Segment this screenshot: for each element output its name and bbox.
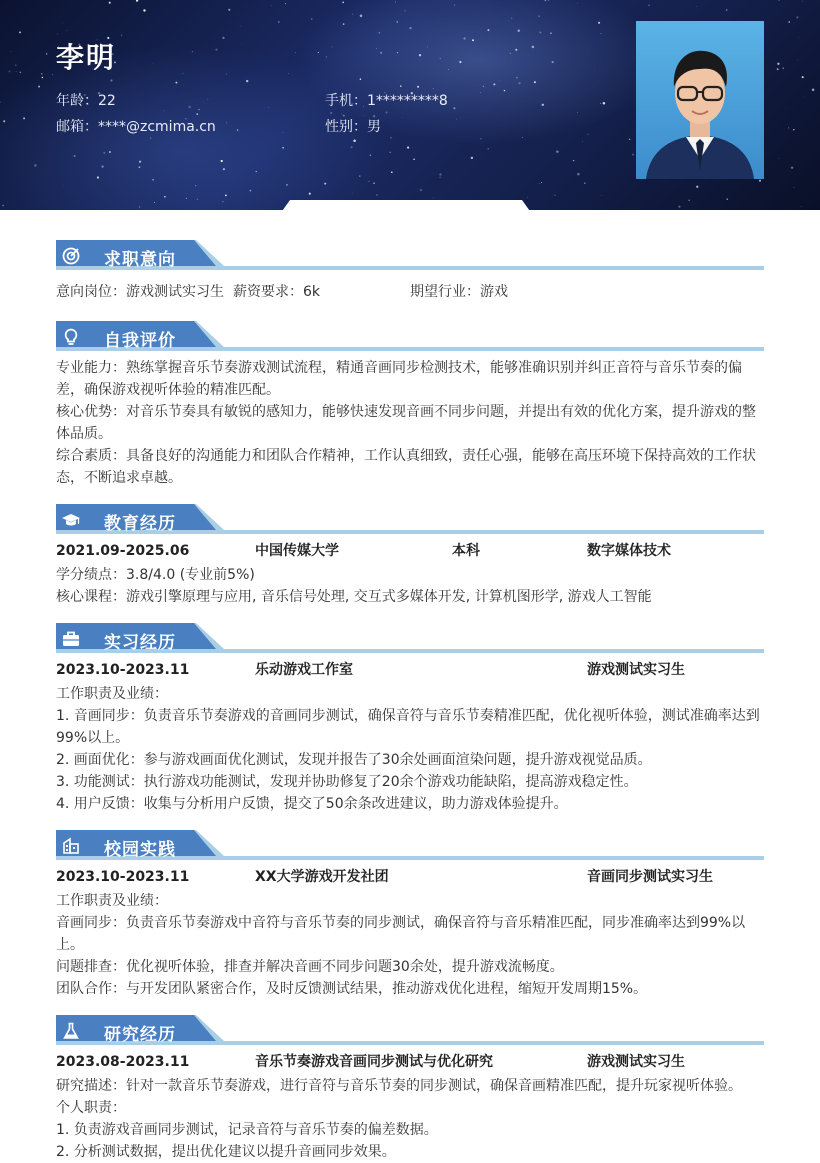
self-eval-ability: 专业能力：熟练掌握音乐节奏游戏测试流程，精通音画同步检测技术，能够准确识别并纠正音符与音乐节奏的偏差，确保游戏视听体验的精准匹配。 bbox=[56, 357, 766, 401]
star bbox=[42, 77, 43, 78]
section-campus-practice bbox=[56, 827, 764, 863]
star bbox=[777, 68, 779, 70]
star bbox=[500, 80, 501, 81]
star bbox=[582, 141, 583, 142]
star bbox=[3, 120, 5, 122]
star bbox=[285, 3, 286, 4]
star bbox=[629, 139, 631, 141]
star bbox=[459, 61, 461, 63]
star bbox=[203, 101, 204, 102]
edu-major: 数字媒体技术 bbox=[587, 540, 671, 562]
intent-industry: 期望行业：游戏 bbox=[410, 281, 508, 303]
star bbox=[74, 155, 76, 157]
graduation-cap-icon bbox=[62, 511, 80, 529]
star bbox=[541, 182, 542, 183]
star bbox=[271, 6, 272, 7]
star bbox=[341, 113, 342, 114]
star bbox=[409, 27, 411, 29]
star bbox=[573, 160, 574, 161]
star bbox=[226, 123, 227, 124]
star bbox=[360, 15, 363, 18]
star bbox=[556, 150, 558, 152]
star bbox=[196, 113, 198, 115]
star bbox=[587, 134, 588, 135]
lightbulb-icon bbox=[62, 328, 80, 346]
star bbox=[0, 102, 1, 103]
star bbox=[359, 175, 360, 176]
star bbox=[103, 152, 105, 154]
star bbox=[480, 138, 481, 139]
star bbox=[534, 81, 536, 83]
star bbox=[433, 198, 434, 199]
campus-item-2: 问题排查：优化视听体验，排查并解决音画不同步问题30余处，提升游戏流畅度。 bbox=[56, 956, 766, 978]
intern-date: 2023.10-2023.11 bbox=[56, 659, 189, 681]
profile-photo bbox=[636, 21, 764, 179]
star bbox=[603, 102, 606, 105]
star bbox=[678, 206, 680, 208]
star bbox=[456, 119, 457, 120]
star bbox=[522, 137, 523, 138]
star bbox=[420, 189, 423, 192]
star bbox=[326, 56, 328, 58]
intern-company: 乐动游戏工作室 bbox=[255, 659, 353, 681]
star bbox=[278, 21, 280, 23]
section-self-evaluation bbox=[56, 318, 764, 354]
edu-gpa: 学分绩点：3.8/4.0 (专业前5%) bbox=[56, 564, 255, 586]
star bbox=[400, 85, 401, 86]
star bbox=[58, 34, 59, 35]
building-icon bbox=[62, 837, 80, 855]
star bbox=[46, 53, 48, 55]
star bbox=[379, 32, 380, 33]
star bbox=[63, 185, 64, 186]
star bbox=[152, 179, 154, 181]
star bbox=[19, 31, 21, 33]
star bbox=[802, 76, 804, 78]
star bbox=[511, 17, 512, 18]
campus-org: XX大学游戏开发社团 bbox=[255, 866, 389, 888]
campus-role: 音画同步测试实习生 bbox=[587, 866, 713, 888]
star bbox=[402, 117, 403, 118]
star bbox=[38, 86, 40, 88]
intent-salary: 薪资要求：6k bbox=[233, 281, 320, 303]
star bbox=[433, 88, 434, 89]
star bbox=[577, 112, 578, 113]
star bbox=[183, 73, 184, 74]
star bbox=[779, 158, 780, 159]
star bbox=[283, 132, 284, 133]
star bbox=[226, 74, 227, 75]
star bbox=[351, 146, 353, 148]
star bbox=[440, 177, 441, 178]
star bbox=[154, 202, 155, 203]
star bbox=[41, 73, 42, 74]
star bbox=[376, 194, 378, 196]
star bbox=[309, 193, 311, 195]
research-role: 游戏测试实习生 bbox=[587, 1051, 685, 1073]
star bbox=[518, 30, 520, 32]
star bbox=[532, 46, 535, 49]
star bbox=[527, 197, 528, 198]
star bbox=[228, 9, 230, 11]
star bbox=[417, 86, 419, 88]
star bbox=[139, 166, 141, 168]
star bbox=[407, 147, 409, 149]
star bbox=[343, 23, 345, 25]
star bbox=[16, 71, 17, 72]
header-notch bbox=[280, 200, 532, 214]
campus-item-1: 音画同步：负责音乐节奏游戏中音符与音乐节奏的同步测试，确保音符与音乐精准匹配，同步准确率达到99%以上。 bbox=[56, 912, 766, 956]
intern-item-3: 3. 功能测试：执行游戏功能测试，发现并协助修复了20余个游戏功能缺陷，提高游戏稳定性。 bbox=[56, 771, 766, 793]
star bbox=[812, 88, 815, 91]
star bbox=[515, 49, 517, 51]
header-banner bbox=[0, 0, 820, 210]
campus-duty-label: 工作职责及业绩： bbox=[56, 890, 168, 912]
star bbox=[192, 51, 193, 52]
star bbox=[440, 58, 441, 59]
star bbox=[175, 82, 177, 84]
star bbox=[483, 86, 484, 87]
star bbox=[202, 158, 203, 159]
star bbox=[143, 9, 145, 11]
star bbox=[727, 198, 728, 199]
star bbox=[62, 23, 63, 24]
star bbox=[542, 104, 544, 106]
research-description: 研究描述：针对一款音乐节奏游戏，进行音符与音乐节奏的同步测试，确保音画精准匹配，提升玩家视听体验。 bbox=[56, 1075, 742, 1097]
star bbox=[109, 2, 111, 4]
star bbox=[97, 176, 99, 178]
section-title: 自我评价 bbox=[104, 326, 176, 351]
star bbox=[759, 180, 761, 182]
star bbox=[352, 193, 353, 194]
star bbox=[419, 54, 421, 56]
intent-position: 意向岗位：游戏测试实习生 bbox=[56, 281, 224, 303]
star bbox=[250, 190, 252, 192]
star bbox=[550, 32, 552, 34]
star bbox=[197, 199, 198, 200]
star bbox=[471, 157, 473, 159]
star bbox=[777, 63, 779, 65]
self-eval-advantage: 核心优势：对音乐节奏具有敏锐的感知力，能够快速发现音画不同步问题，并提出有效的优化方案，提升游戏的整体品质。 bbox=[56, 401, 766, 445]
star bbox=[538, 15, 540, 17]
candidate-name: 李明 bbox=[56, 36, 116, 76]
intern-item-2: 2. 画面优化：参与游戏画面优化测试，发现并报告了30余处画面渲染问题，提升游戏视觉品质。 bbox=[56, 749, 766, 771]
star bbox=[164, 196, 166, 198]
research-date: 2023.08-2023.11 bbox=[56, 1051, 189, 1073]
star bbox=[472, 39, 474, 41]
section-internship bbox=[56, 620, 764, 656]
star bbox=[380, 52, 382, 54]
star bbox=[487, 148, 489, 150]
research-item-2: 2. 分析测试数据，提出优化建议以提升音画同步效果。 bbox=[56, 1141, 396, 1163]
star bbox=[439, 173, 441, 175]
edu-degree: 本科 bbox=[452, 540, 480, 562]
section-title: 研究经历 bbox=[104, 1020, 176, 1045]
intern-item-4: 4. 用户反馈：收集与分析用户反馈，提交了50余条改进建议，助力游戏体验提升。 bbox=[56, 793, 766, 815]
star bbox=[136, 0, 138, 2]
star bbox=[353, 140, 356, 143]
star bbox=[448, 69, 449, 70]
star bbox=[601, 33, 602, 34]
flask-icon bbox=[62, 1022, 80, 1040]
star bbox=[139, 206, 140, 207]
star bbox=[463, 37, 465, 39]
star bbox=[198, 109, 200, 111]
star bbox=[288, 73, 289, 74]
star bbox=[796, 16, 798, 18]
section-title: 实习经历 bbox=[104, 628, 176, 653]
star bbox=[539, 31, 541, 33]
star bbox=[101, 165, 103, 167]
age-field: 年龄：22 bbox=[56, 90, 116, 110]
star bbox=[188, 106, 191, 109]
section-title: 校园实践 bbox=[104, 835, 176, 860]
star bbox=[548, 0, 549, 1]
star bbox=[237, 129, 239, 131]
star bbox=[688, 200, 689, 201]
edu-courses: 核心课程：游戏引擎原理与应用, 音乐信号处理, 交互式多媒体开发, 计算机图形学, 游戏人工智能 bbox=[56, 586, 652, 608]
star bbox=[221, 160, 223, 162]
star bbox=[255, 171, 256, 172]
star bbox=[395, 2, 396, 3]
star bbox=[584, 183, 585, 184]
star bbox=[726, 9, 728, 11]
campus-item-3: 团队合作：与开发团队紧密合作，及时反馈测试结果，推动游戏优化进程，缩短开发周期15%。 bbox=[56, 978, 766, 1000]
star bbox=[360, 78, 362, 80]
star bbox=[797, 60, 798, 61]
star bbox=[34, 164, 37, 167]
star bbox=[52, 74, 53, 75]
star bbox=[397, 52, 398, 53]
star bbox=[555, 195, 556, 196]
star bbox=[11, 51, 12, 52]
star bbox=[427, 47, 428, 48]
section-title: 求职意向 bbox=[104, 245, 176, 270]
star bbox=[600, 103, 601, 104]
star bbox=[510, 53, 511, 54]
star bbox=[391, 171, 393, 173]
star bbox=[138, 8, 139, 9]
star bbox=[15, 64, 17, 66]
star bbox=[788, 127, 789, 128]
star bbox=[518, 82, 520, 84]
star bbox=[373, 182, 375, 184]
briefcase-icon bbox=[62, 630, 80, 648]
research-item-1: 1. 负责游戏音画同步测试，记录音符与音乐节奏的偏差数据。 bbox=[56, 1119, 438, 1141]
star bbox=[222, 201, 223, 202]
star bbox=[413, 158, 415, 160]
edu-date: 2021.09-2025.06 bbox=[56, 540, 189, 562]
star bbox=[577, 3, 578, 4]
star bbox=[324, 183, 326, 185]
star bbox=[493, 83, 495, 85]
email-field: 邮箱：****@zcmima.cn bbox=[56, 116, 216, 136]
star bbox=[390, 137, 392, 139]
star bbox=[331, 112, 332, 113]
phone-field: 手机：1*********8 bbox=[325, 90, 448, 110]
star bbox=[282, 147, 284, 149]
self-eval-quality: 综合素质：具备良好的沟通能力和团队合作精神，工作认真细致，责任心强，能够在高压环境下保持高效的工作状态，不断追求卓越。 bbox=[56, 445, 766, 489]
star bbox=[386, 112, 388, 114]
star bbox=[396, 21, 397, 22]
target-icon bbox=[62, 247, 80, 265]
star bbox=[552, 61, 554, 63]
star bbox=[370, 155, 371, 156]
star bbox=[454, 5, 455, 6]
star bbox=[508, 21, 509, 22]
edu-school: 中国传媒大学 bbox=[255, 540, 339, 562]
star bbox=[648, 4, 649, 5]
star bbox=[295, 52, 296, 53]
section-intent bbox=[56, 237, 764, 273]
research-project: 音乐节奏游戏音画同步测试与优化研究 bbox=[255, 1051, 493, 1073]
star bbox=[516, 77, 517, 78]
research-duty-label: 个人职责： bbox=[56, 1097, 126, 1119]
star bbox=[195, 185, 196, 186]
star bbox=[223, 168, 225, 170]
star bbox=[121, 35, 122, 36]
star bbox=[208, 99, 209, 100]
star bbox=[318, 52, 319, 53]
star bbox=[150, 138, 151, 139]
star bbox=[286, 184, 288, 186]
intern-duty-label: 工作职责及业绩： bbox=[56, 683, 168, 705]
star bbox=[269, 107, 270, 108]
star bbox=[109, 151, 111, 153]
star bbox=[539, 183, 540, 184]
star bbox=[545, 0, 546, 1]
star bbox=[368, 181, 369, 182]
star bbox=[139, 161, 141, 163]
star bbox=[598, 22, 600, 24]
section-research bbox=[56, 1012, 764, 1048]
star bbox=[793, 187, 794, 188]
star bbox=[331, 46, 332, 47]
star bbox=[802, 1, 803, 2]
star bbox=[376, 48, 377, 49]
star bbox=[405, 10, 406, 11]
section-education bbox=[56, 501, 764, 537]
star bbox=[23, 117, 25, 119]
star bbox=[487, 29, 489, 31]
star bbox=[480, 92, 481, 93]
star bbox=[632, 154, 634, 156]
star bbox=[793, 129, 794, 130]
star bbox=[215, 49, 217, 51]
star bbox=[788, 21, 789, 22]
star bbox=[801, 206, 802, 207]
star bbox=[9, 70, 11, 72]
intern-role: 游戏测试实习生 bbox=[587, 659, 685, 681]
star bbox=[67, 30, 68, 31]
campus-date: 2023.10-2023.11 bbox=[56, 866, 189, 888]
star bbox=[164, 110, 165, 111]
section-title: 教育经历 bbox=[104, 509, 176, 534]
star bbox=[696, 186, 698, 188]
intern-item-1: 1. 音画同步：负责音乐节奏游戏的音画同步测试，确保音符与音乐节奏精准匹配，优化视听体验，测试准确率达到99%以上。 bbox=[56, 705, 766, 749]
star bbox=[577, 173, 580, 176]
star bbox=[783, 68, 784, 69]
star bbox=[390, 152, 391, 153]
star bbox=[110, 79, 112, 81]
star bbox=[222, 37, 224, 39]
star bbox=[342, 2, 344, 4]
star bbox=[453, 107, 455, 109]
star bbox=[19, 71, 21, 73]
star bbox=[186, 198, 187, 199]
star bbox=[246, 80, 248, 82]
star bbox=[778, 0, 779, 1]
star bbox=[504, 90, 505, 91]
gender-field: 性别：男 bbox=[325, 116, 381, 136]
star bbox=[311, 18, 313, 20]
star bbox=[791, 166, 793, 168]
star bbox=[240, 26, 241, 27]
star bbox=[352, 14, 353, 15]
star bbox=[225, 195, 227, 197]
star bbox=[799, 37, 800, 38]
star bbox=[2, 205, 4, 207]
